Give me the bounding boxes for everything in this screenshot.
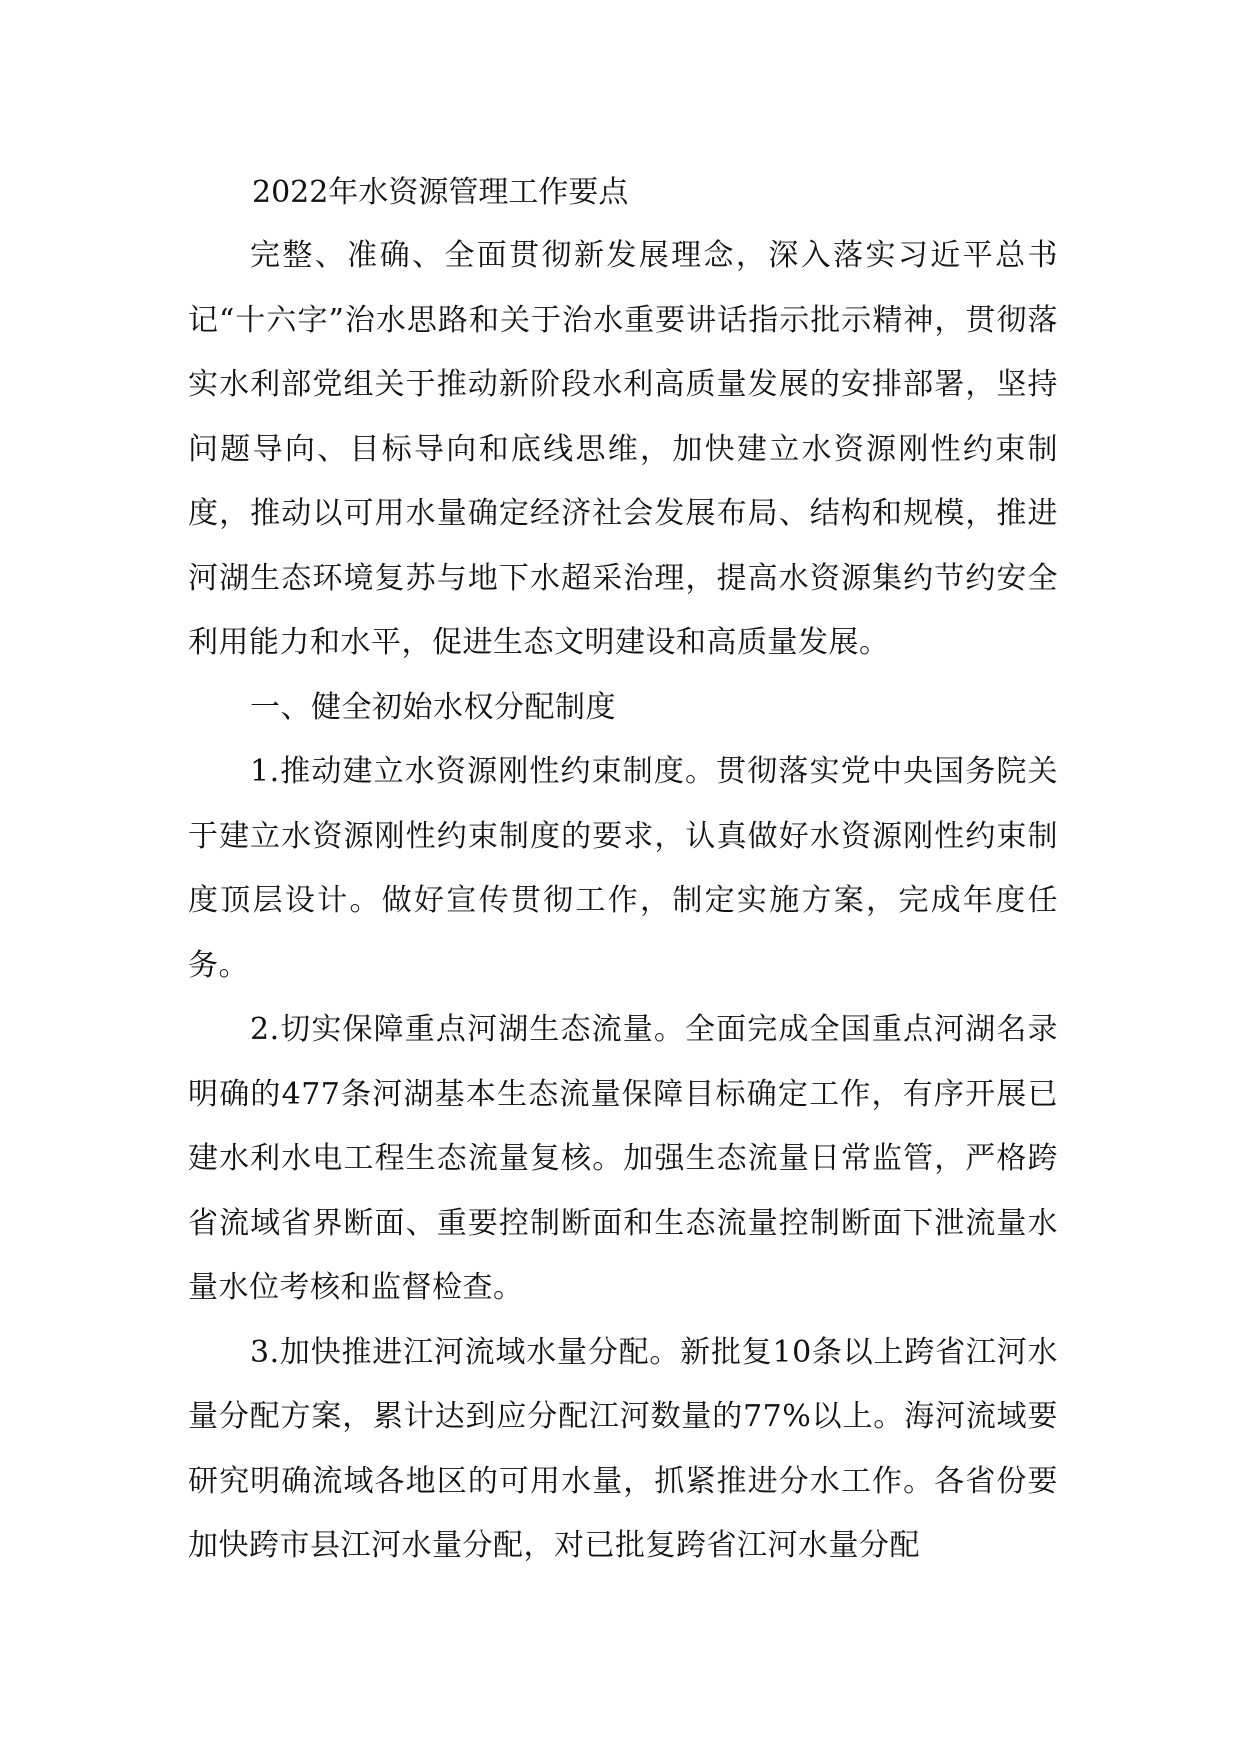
document-page	[188, 162, 1058, 1579]
item-1-paragraph: 1.推动建立水资源刚性约束制度。贯彻落实党中央国务院关于建立水资源刚性约束制度的要求，认真做好水资源刚性约束制度顶层设计。做好宣传贯彻工作，制定实施方案，完成年度任务。	[188, 754, 1058, 983]
section-heading: 一、健全初始水权分配制度	[250, 689, 616, 725]
intro-paragraph: 完整、准确、全面贯彻新发展理念，深入落实习近平总书记“十六字”治水思路和关于治水重要讲话指示批示精神，贯彻落实水利部党组关于推动新阶段水利高质量发展的安排部署，坚持问题导向、目标导向和底线思维，加快建立水资源刚性约束制度，推动以可用水量确定经济社会发展布局、结构和规模，推进河湖生态环境复苏与地下水超采治理，提高水资源集约节约安全利用能力和水平，促进生态文明建设和高质量发展。	[188, 238, 1058, 660]
item-3-paragraph: 3.加快推进江河流域水量分配。新批复10条以上跨省江河水量分配方案，累计达到应分配江河数量的77%以上。海河流域要研究明确流域各地区的可用水量，抓紧推进分水工作。各省份要加快跨市县江河水量分配，对已批复跨省江河水量分配	[188, 1334, 1058, 1563]
item-2-paragraph: 2.切实保障重点河湖生态流量。全面完成全国重点河湖名录明确的477条河湖基本生态流量保障目标确定工作，有序开展已建水利水电工程生态流量复核。加强生态流量日常监管，严格跨省流域省界断面、重要控制断面和生态流量控制断面下泄流量水量水位考核和监督检查。	[188, 1012, 1058, 1305]
document-title: 2022年水资源管理工作要点	[252, 175, 629, 210]
